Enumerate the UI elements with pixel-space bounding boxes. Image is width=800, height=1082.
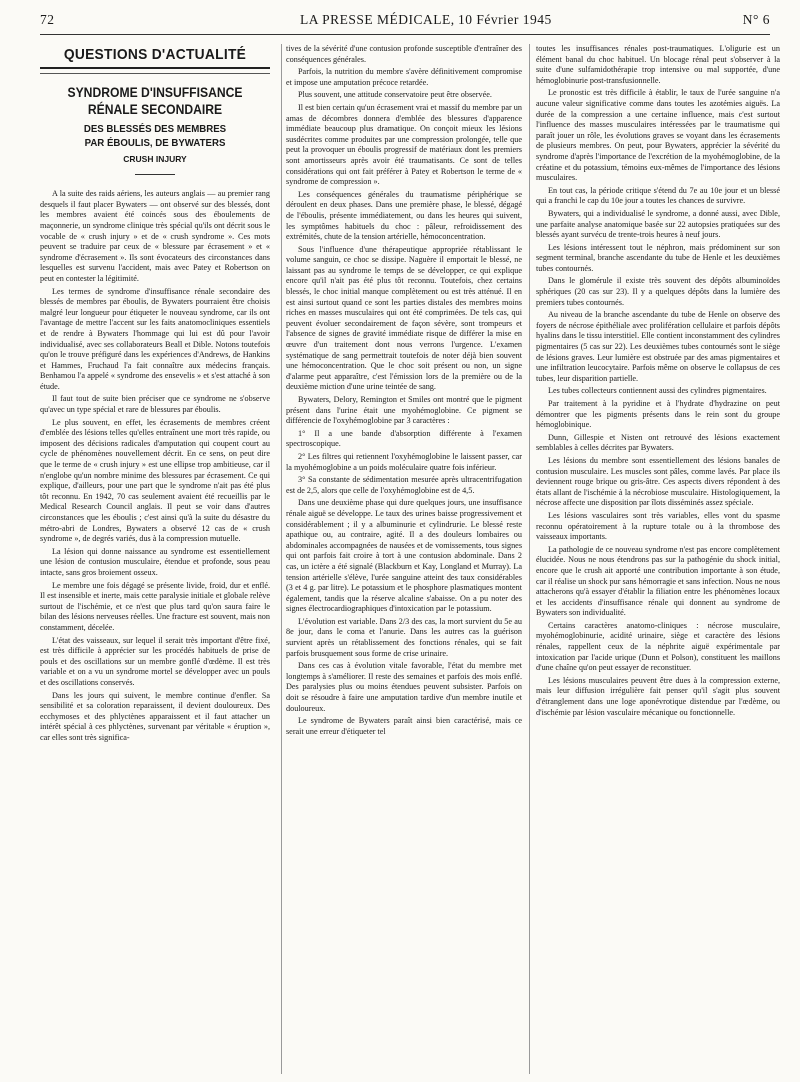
paragraph: Plus souvent, une attitude conservatoire peut être observée. — [298, 90, 492, 100]
paragraph: En tout cas, la période critique s'étend du 7e au 10e jour et un blessé qui a franchi le cap du 10e jour a toutes les chances de survivre. — [536, 185, 780, 206]
paragraph: Parfois, la nutrition du membre s'avère définitivement compromise et impose une amputation précoce retardée. — [286, 67, 522, 87]
page-header — [40, 12, 770, 32]
title-separator — [135, 174, 175, 175]
paragraph: Les termes de syndrome d'insuffisance rénale secondaire des blessés de membres par éboulis, de Bywaters pourraient être choisis malgré leur longueur pour étiqueter le nouveau syndrome, car ils ont l'avantage de mettre l'accent sur les faits anatomocliniques essentiels et de rendre à Bywaters l'hommage qui lui est dû pour l'avoir individualisé, avec ses collaborateurs Beall et Dible. Notons toutefois qu'on le trouve préfiguré dans les expériences d'Andrews, de Hankins et Hammes, Fruchaud l'a fait connaître aux médecins français. Benhamou l'a appelé « syndrome des ensevelis » et s'est attaché à son étude. — [40, 286, 270, 391]
paragraph: L'état des vaisseaux, sur lequel il serait très important d'être fixé, est très difficile à apprécier sur les procédés habituels de prise de pouls et des oscillations sur un membre gonflé d'œdème. Il est très variable et on a vu un syndrome mortel se développer avec un pouls et des oscillations conservés. — [40, 635, 270, 687]
paragraph: Au niveau de la branche ascendante du tube de Henle on observe des foyers de nécrose épithéliale avec prolifération cellulaire et parfois dépôts hyalins dans le tissu interstitiel. Elle contient inconstamment des cylindres pigmentaires (5 cas sur 22). Les deuxièmes tubes contournés sont le siège de lésions graves. Leur lumière est obstruée par des amas pigmentaires et une infiltration leucocytaire. Parfois même on observe le collapsus de ces tubes, leur disparition partielle. — [536, 310, 780, 383]
paragraph: Bywaters, qui a individualisé le syndrome, a donné aussi, avec Dible, une parfaite analyse anatomique basée sur 22 autopsies pratiquées sur des blessés ayant survécu de trente-trois heures à neuf jours. — [536, 208, 780, 240]
article-subtitle — [49, 122, 261, 150]
paragraph: Les lésions vasculaires sont très variables, elles vont du spasme reconnu opératoirement à la rupture totale ou à la thrombose des vaisseaux importants. — [536, 510, 780, 542]
paragraph: Les tubes collecteurs contiennent aussi des cylindres pigmentaires. — [548, 386, 767, 396]
paragraph: Le plus souvent, en effet, les écrasements de membres créent d'emblée des lésions telles qu'elles entraînent une mort très rapide, ou imposent des décisions radicales d'amputation qui coupent court au cycle de phénomènes nouvellement décrit. En ce sens, on peut dire que le terme de « crush injury » est une ellipse trop ambitieuse, car il n'englobe qu'un nombre minime des blessures par écrasement. Ce qui explique, d'ailleurs, pour une part que le syndrome n'ait pas été plus tôt reconnu. En 1942, 70 cas seulement avaient été recueillis par le Medical Research Council anglais. Il peut se voir dans d'autres circonstances que les éboulis ; c'est ainsi qu'à la suite du désastre du métro-abri de Londres, Bywaters a observé 12 cas de « crush syndrome », de degrés variés, dus à la compression mutuelle. — [40, 417, 270, 544]
section-rule — [40, 67, 270, 69]
column-3 — [536, 44, 780, 1074]
section-title: QUESTIONS D'ACTUALITÉ — [63, 46, 247, 63]
article-title-line: RÉNALE SECONDAIRE — [87, 101, 223, 117]
paragraph: Les lésions musculaires peuvent être dues à la compression externe, mais leur diffusion irrégulière fait penser qu'il s'agit plus souvent d'étranglement dans une loge aponévrotique distendue par l'œdème, ou d'ischémie par lésion vasculaire mécanique ou fonctionnelle. — [536, 675, 780, 717]
paragraph: A la suite des raids aériens, les auteurs anglais — au premier rang desquels il faut placer Bywaters — ont observé sur des blessés, dont les membres avaient été coincés sous des éboulements de maçonnerie, un syndrome clinique très spécial qu'ils ont décrit sous le vocable de « crush injury » et de « crush syndrome ». Ces mots peuvent se traduire par ceux de « blessure par écrasement » et « syndrome d'écrasement ». Ils sont évocateurs des circonstances dans lesquelles est survenu l'accident, mais avec Patey et Robertson on peut en contester la légitimité. — [40, 189, 270, 283]
article-title — [52, 84, 259, 118]
page-number: 72 — [40, 12, 55, 27]
journal-title: LA PRESSE MÉDICALE, — [300, 12, 455, 27]
section-rule-thin — [40, 73, 270, 74]
paragraph: tives de la sévérité d'une contusion profonde susceptible d'entraîner des conséquences générales. — [286, 44, 522, 64]
issue-number: N° 6 — [742, 12, 770, 27]
paragraph: Par traitement à la pyridine et à l'hydrate d'hydrazine on peut démontrer que les pigments présents dans le rein sont du groupe hémoglobinique. — [536, 399, 780, 430]
article-subtitle-line: PAR ÉBOULIS, DE BYWATERS — [84, 136, 226, 149]
column-1-text — [40, 189, 270, 743]
paragraph: Le syndrome de Bywaters paraît ainsi bien caractérisé, mais ce serait une erreur d'étiqueter tel — [286, 716, 522, 736]
column-1 — [40, 44, 270, 1074]
issue-date: 10 Février 1945 — [458, 12, 552, 27]
paragraph: Dans ces cas à évolution vitale favorable, l'état du membre met longtemps à s'améliorer. Il reste des semaines et parfois des mois enflé. Des paralysies plus ou moins étendues peuvent subsister. Parfois on doit se résoudre à faire une amputation tardive d'un membre inutile et douloureux. — [286, 661, 522, 713]
paragraph: 1° Il a une bande d'absorption différente à l'examen spectroscopique. — [286, 428, 522, 449]
paragraph: 2° Les filtres qui retiennent l'oxyhémoglobine le laissent passer, car la myohémoglobine a un poids moléculaire quatre fois inférieur. — [286, 451, 522, 472]
article-subtitle-line: DES BLESSÉS DES MEMBRES — [83, 122, 227, 135]
paragraph: Les conséquences générales du traumatisme périphérique se déroulent en deux phases. Dans une première phase, le blessé, dégagé de l'éboulis, présente immédiatement, ou dans les heures qui suivent, les symptômes habituels du choc : pâleur, refroidissement des extrémités, chute de la tension artérielle, hémoconcentration. — [286, 189, 522, 242]
paragraph: 3° Sa constante de sédimentation mesurée après ultracentrifugation est de 2,5, alors que celle de l'oxyhémoglobine est de 4,5. — [286, 475, 522, 495]
article-title-line: SYNDROME D'INSUFFISANCE — [67, 84, 243, 100]
paragraph: Il faut tout de suite bien préciser que ce syndrome ne s'observe qu'avec un type spécial et rare de blessures par éboulis. — [40, 394, 270, 415]
article-keyword: CRUSH INJURY — [123, 153, 187, 164]
paragraph: Les lésions intéressent tout le néphron, mais prédominent sur son segment terminal, branche ascendante du tube de Henle et les deuxièmes tubes contournés. — [536, 242, 780, 273]
paragraph: Certains caractères anatomo-cliniques : nécrose musculaire, myohémoglobinurie, acidité urinaire, siège et caractère des lésions rénales, rappellent ceux de la néphrite aiguë expérimentale par intoxication par l'acide urique (Dunn et Polson), constituent les maillons d'une chaîne qu'on peut essayer de reconstituer. — [536, 620, 780, 673]
paragraph: Sous l'influence d'une thérapeutique appropriée rétablissant le volume sanguin, ce choc se dissipe. Naguère il emportait le blessé, ne laissant pas au syndrome le temps de se développer, ce qui explique encore qu'il n'ait pas été plus tôt reconnu. Toutefois, chez certains blessés, le choc initial manque complètement ou est très atténué. Il en est ainsi surtout quand ce sont les parties distales des membres moins riches en masses musculaires qui ont été comprimées. De tels cas, qui peuvent évoluer secondairement de façon sévère, sont trompeurs et l'absence de signes de gravité immédiate risque de différer la mise en œuvre d'un traitement dont nous verrons l'urgence. L'examen systématique de sang permettrait toutefois de noter déjà bien souvent une hémoconcentration. Que le choc soit présent ou non, un signe d'alarme peut apparaître, c'est l'émission lors de la première ou de la deuxième miction d'une urine teintée de sang. — [286, 244, 522, 392]
paragraph: Bywaters, Delory, Remington et Smiles ont montré que le pigment présent dans l'urine était une myohémoglobine. Ce pigment se différencie de l'oxyhémoglobine par 3 caractères : — [286, 395, 522, 426]
column-2 — [286, 44, 522, 1074]
paragraph: L'évolution est variable. Dans 2/3 des cas, la mort survient du 5e au 8e jour, dans le coma et l'anurie. Dans les autres cas la guérison survient après un rétablissement des fonctions rénales, qui se fait parfois brusquement sous forme de crise urinaire. — [286, 616, 522, 658]
paragraph: Le membre une fois dégagé se présente livide, froid, dur et enflé. Il est insensible et inerte, mais cette paralysie initiale et globale relève surtout de l'ischémie, et ce n'est que plus tard qu'on saura faire le bilan des lésions nerveuses réelles. Une fracture est souvent, mais non constamment, décelée. — [40, 580, 270, 632]
paragraph: La pathologie de ce nouveau syndrome n'est pas encore complètement élucidée. Nous ne nous étendrons pas sur la pathogénie du shock initial, encore que le crush ait apporté une contribution importante à son étude, car il réalise un shock pur sans hémorragie et sans infection. Nous ne nous attacherons qu'à essayer d'établir la filiation entre les phénomènes locaux et les accidents d'insuffisance rénale qui donnent au syndrome de Bywaters son individualité. — [536, 544, 780, 618]
paragraph: Dans le glomérule il existe très souvent des dépôts albuminoïdes sphériques (20 cas sur 23). Il y a quelques dépôts dans la lumière des premiers tubes contournés. — [536, 276, 780, 307]
column-3-text — [536, 44, 780, 718]
paragraph: Les lésions du membre sont essentiellement des lésions banales de contusion musculaire. Les muscles sont pâles, comme lavés. Par place ils deviennent rouge brique ou gris-âtre. Ces aspects divers répondent à des états allant de l'ischémie à la nécrobiose musculaire. Histologiquement, la nécrose affecte une disposition par îlots disséminés assez spéciale. — [536, 455, 780, 508]
article-body — [40, 44, 780, 1074]
paragraph: toutes les insuffisances rénales post-traumatiques. L'oligurie est un élément banal du choc habituel. Un blocage rénal peut s'observer à la suite d'une sulfamidothérapie trop intensive ou mal supportée, d'une hémoglobinurie post-transfusionnelle. — [536, 44, 780, 85]
paragraph: Le pronostic est très difficile à établir, le taux de l'urée sanguine n'a aucune valeur significative comme dans toutes les azotémies aiguës. La durée de la compression a une certaine influence, mais c'est surtout l'influence des masses musculaires intéressées par le traumatisme qui paraît jouer un rôle, les évolutions graves se voyant dans les écrasements de plusieurs membres. On peut, pour Bywaters, apprécier la sévérité du syndrome d'après l'importance de l'excrétion de la myohémoglobine, de la créatine et du potassium, témoins eux-mêmes de l'importance des lésions musculaires. — [536, 88, 780, 183]
column-2-text — [286, 44, 522, 737]
paragraph: Dans les jours qui suivent, le membre continue d'enfler. Sa sensibilité et sa coloration reparaissent, il devient douloureux. Des ecchymoses et des phlyctènes apparaissent et il faut attacher un intérêt spécial à ces phlyctènes, survenant par véritable « éruption », car elles sont très significa- — [40, 690, 270, 742]
paragraph: Dans une deuxième phase qui dure quelques jours, une insuffisance rénale aiguë se développe. Le taux des urines baisse progressivement et considérablement ; il y a albuminurie et cylindrurie. Le blessé reste apathique ou, au contraire, agité. Il a des douleurs lombaires ou abdominales accompagnées de nausées et de vomissements, tous signes qui ont parfois fait croire à tort à une contusion abdominale. Dans 2 cas, un ictère a été signalé (Blackburn et Kay, Longland et Murray). La tension artérielle s'élève, l'urée sanguine atteint des taux considérables (3 et 4 g. par litre). Le potassium et le phosphore plasmatiques montent également, tandis que la réserve alcaline s'abaisse. On a pu noter des signes électrocardiographiques d'intoxication par le potassium. — [286, 498, 522, 614]
paragraph: Dunn, Gillespie et Nisten ont retrouvé des lésions exactement semblables à celles décrites par Bywaters. — [536, 432, 780, 453]
paragraph: Il est bien certain qu'un écrasement vrai et massif du membre par un amas de décombres donnera d'emblée des blessures d'apparence immédiate beaucoup plus dramatique. On conçoit mieux les lésions susdécrites comme produites par une compression prolongée, telle que peut la provoquer un éboulis progressif de matériaux dont les premiers sont amortisseurs après avoir été traumatisants. Ce sont de telles considérations qui ont fait préférer à Patey et Robertson le terme de « syndrome de compression ». — [286, 102, 522, 187]
paragraph: La lésion qui donne naissance au syndrome est essentiellement une lésion de contusion musculaire, étendue et profonde, sous peau intacte, sans gros broiement osseux. — [40, 546, 270, 577]
header-rule — [40, 34, 770, 35]
